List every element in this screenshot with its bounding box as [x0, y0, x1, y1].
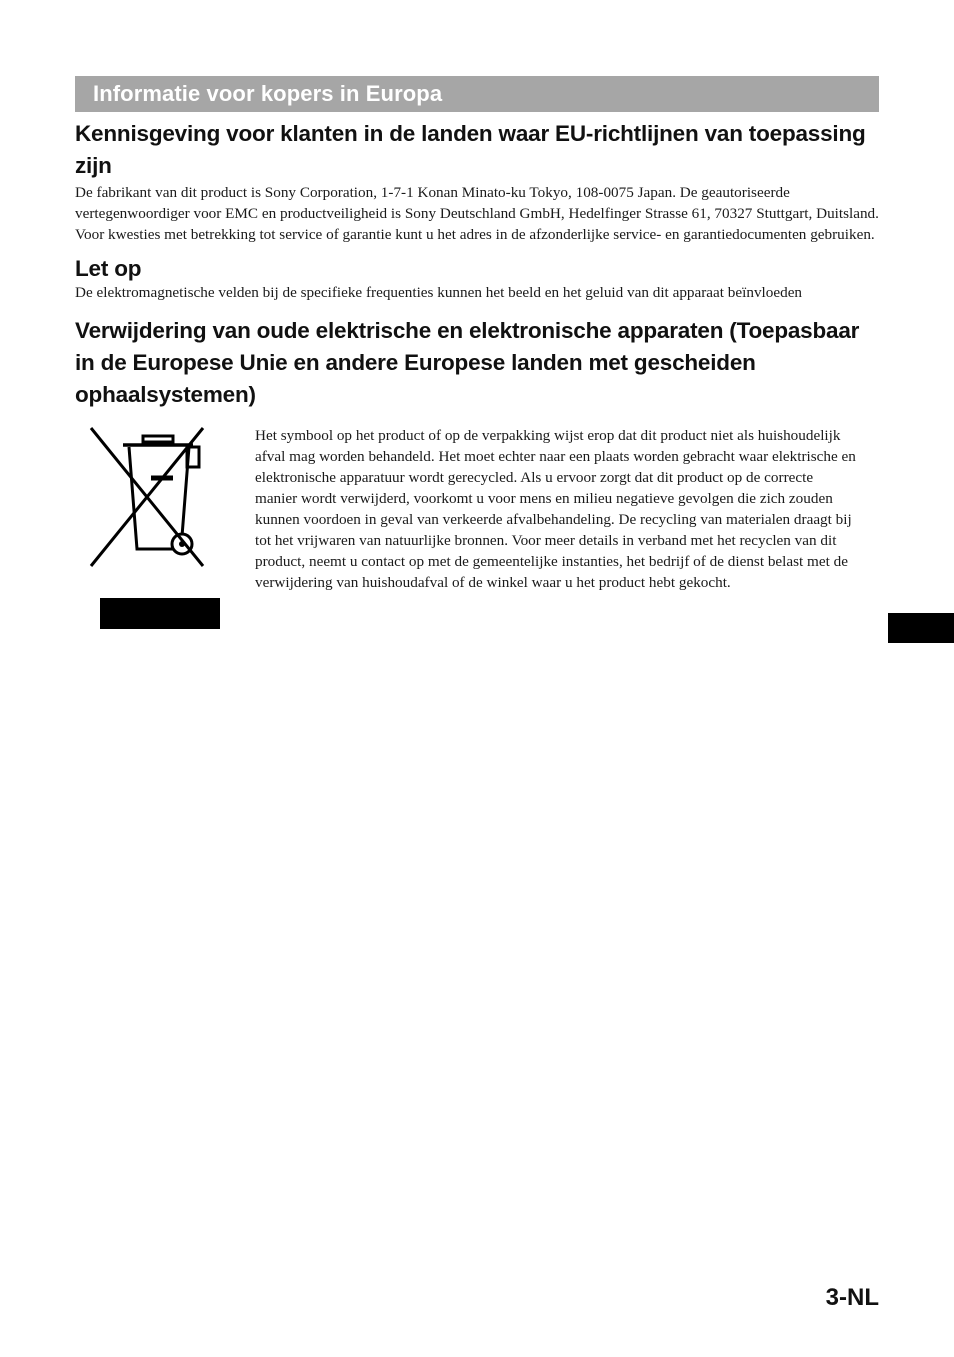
manual-page: [75, 76, 879, 637]
disposal-section: [75, 425, 879, 637]
weee-symbol: [75, 425, 255, 637]
crossed-out-wheelie-bin-icon: [87, 425, 207, 575]
eu-notice-paragraph: De fabrikant van dit product is Sony Corporation, 1-7-1 Konan Minato-ku Tokyo, 108-0075 Japan. De geautoriseerde vertegenwoordiger voor EMC en productveiligheid is Sony Deutschland GmbH, Hedelfinger Strasse 61, 70327 Stuttgart, Duitsland. Voor kwesties met betrekking tot service of garantie kunt u het adres in de afzonderlijke service- en garantiedocumenten gebruiken.: [75, 184, 879, 243]
eu-notice-heading: Kennisgeving voor klanten in de landen waar EU-richtlijnen van toepassing zijn: [75, 121, 866, 178]
section-banner-title: Informatie voor kopers in Europa: [93, 81, 443, 106]
caution-paragraph: De elektromagnetische velden bij de specifieke frequenties kunnen het beeld en het geluid van dit apparaat beïnvloeden: [75, 284, 803, 301]
disposal-text-column: [255, 425, 879, 637]
disposal-heading: Verwijdering van oude elektrische en elektronische apparaten (Toepasbaar in de Europese Unie en andere Europese landen met gescheiden ophaalsystemen): [75, 318, 860, 407]
weee-symbol-bar: [100, 598, 220, 629]
disposal-paragraph: Het symbool op het product of op de verpakking wijst erop dat dit product niet als huishoudelijk afval mag worden behandeld. Het moet echter naar een plaats worden gebracht waar elektrische en elektronische apparatuur wordt gerecycled. Als u ervoor zorgt dat dit product op de correcte manier wordt verwijderd, voorkomt u voor mens en milieu negatieve gevolgen die zich zouden kunnen voordoen in geval van verkeerde afvalbehandeling. De recycling van materialen draagt bij tot het vrijwaren van natuurlijke bronnen. Voor meer details in verband met het recyclen van dit product, neemt u contact op met de gemeentelijke instanties, het bedrijf of de dienst belast met de verwijdering van huishoudafval of de winkel waar u het product hebt gekocht.: [255, 427, 856, 591]
page-number: 3-NL: [825, 1284, 879, 1311]
caution-heading: Let op: [75, 256, 142, 281]
language-side-tab: [888, 613, 954, 643]
section-banner: [75, 76, 879, 112]
